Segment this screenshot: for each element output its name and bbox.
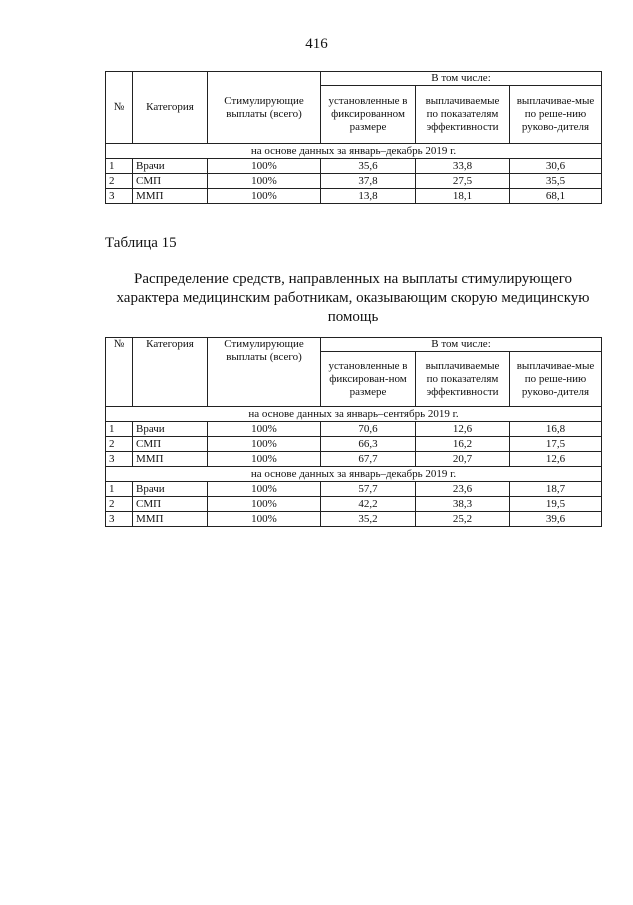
row-num: 2 xyxy=(106,437,133,452)
header-num: № xyxy=(106,338,133,407)
row-efficiency: 20,7 xyxy=(416,452,510,467)
table-row xyxy=(106,452,602,467)
row-category: Врачи xyxy=(133,422,208,437)
page-number: 416 xyxy=(305,36,328,52)
row-manager: 16,8 xyxy=(510,422,602,437)
header-manager: выплачивае-мые по реше-нию руково-дителя xyxy=(510,86,602,144)
period-label: на основе данных за январь–декабрь 2019 г. xyxy=(106,467,602,482)
row-category: ММП xyxy=(133,512,208,527)
row-manager: 18,7 xyxy=(510,482,602,497)
row-manager: 35,5 xyxy=(510,174,602,189)
row-total: 100% xyxy=(208,174,321,189)
row-fixed: 35,2 xyxy=(321,512,416,527)
period-label: на основе данных за январь–сентябрь 2019 г. xyxy=(106,407,602,422)
stimulus-table-2 xyxy=(105,337,602,527)
row-total: 100% xyxy=(208,189,321,204)
row-category: ММП xyxy=(133,452,208,467)
row-fixed: 13,8 xyxy=(321,189,416,204)
row-manager: 39,6 xyxy=(510,512,602,527)
row-category: СМП xyxy=(133,174,208,189)
row-num: 2 xyxy=(106,174,133,189)
header-fixed: установленные в фиксирован-ном размере xyxy=(321,352,416,407)
table-row xyxy=(106,512,602,527)
table-row xyxy=(106,422,602,437)
header-category: Категория xyxy=(133,338,208,407)
row-manager: 19,5 xyxy=(510,497,602,512)
table-row xyxy=(106,189,602,204)
row-fixed: 42,2 xyxy=(321,497,416,512)
row-fixed: 70,6 xyxy=(321,422,416,437)
row-category: Врачи xyxy=(133,159,208,174)
row-total: 100% xyxy=(208,437,321,452)
header-fixed: установленные в фиксированном размере xyxy=(321,86,416,144)
table-row xyxy=(106,497,602,512)
row-category: СМП xyxy=(133,437,208,452)
table-title: Распределение средств, направленных на выплаты стимулирующего характера медицинским работникам, оказывающим скорую медицинскую помощь xyxy=(116,271,590,325)
header-efficiency: выплачиваемые по показателям эффективности xyxy=(416,352,510,407)
header-including: В том числе: xyxy=(321,338,602,352)
header-including: В том числе: xyxy=(321,72,602,86)
table-label: Таблица 15 xyxy=(105,235,177,251)
row-num: 3 xyxy=(106,189,133,204)
header-category: Категория xyxy=(133,72,208,144)
period-label: на основе данных за январь–декабрь 2019 г. xyxy=(106,144,602,159)
row-efficiency: 38,3 xyxy=(416,497,510,512)
header-total: Стимулирующие выплаты (всего) xyxy=(208,338,321,407)
table-row xyxy=(106,174,602,189)
row-manager: 17,5 xyxy=(510,437,602,452)
row-total: 100% xyxy=(208,452,321,467)
row-category: Врачи xyxy=(133,482,208,497)
row-total: 100% xyxy=(208,422,321,437)
row-efficiency: 27,5 xyxy=(416,174,510,189)
table-row xyxy=(106,159,602,174)
header-num: № xyxy=(106,72,133,144)
row-category: ММП xyxy=(133,189,208,204)
row-num: 1 xyxy=(106,159,133,174)
row-efficiency: 12,6 xyxy=(416,422,510,437)
row-total: 100% xyxy=(208,159,321,174)
row-total: 100% xyxy=(208,512,321,527)
table-row xyxy=(106,437,602,452)
row-fixed: 37,8 xyxy=(321,174,416,189)
row-num: 3 xyxy=(106,452,133,467)
row-efficiency: 16,2 xyxy=(416,437,510,452)
row-efficiency: 23,6 xyxy=(416,482,510,497)
row-fixed: 67,7 xyxy=(321,452,416,467)
row-num: 3 xyxy=(106,512,133,527)
row-total: 100% xyxy=(208,482,321,497)
row-num: 1 xyxy=(106,482,133,497)
row-fixed: 57,7 xyxy=(321,482,416,497)
header-total: Стимулирующие выплаты (всего) xyxy=(208,72,321,144)
row-fixed: 35,6 xyxy=(321,159,416,174)
row-fixed: 66,3 xyxy=(321,437,416,452)
stimulus-table-1 xyxy=(105,71,602,204)
row-manager: 68,1 xyxy=(510,189,602,204)
row-num: 2 xyxy=(106,497,133,512)
header-efficiency: выплачиваемые по показателям эффективности xyxy=(416,86,510,144)
row-efficiency: 33,8 xyxy=(416,159,510,174)
row-manager: 30,6 xyxy=(510,159,602,174)
table-row xyxy=(106,482,602,497)
row-efficiency: 18,1 xyxy=(416,189,510,204)
row-efficiency: 25,2 xyxy=(416,512,510,527)
row-category: СМП xyxy=(133,497,208,512)
row-total: 100% xyxy=(208,497,321,512)
header-manager: выплачивае-мые по реше-нию руково-дителя xyxy=(510,352,602,407)
row-manager: 12,6 xyxy=(510,452,602,467)
row-num: 1 xyxy=(106,422,133,437)
